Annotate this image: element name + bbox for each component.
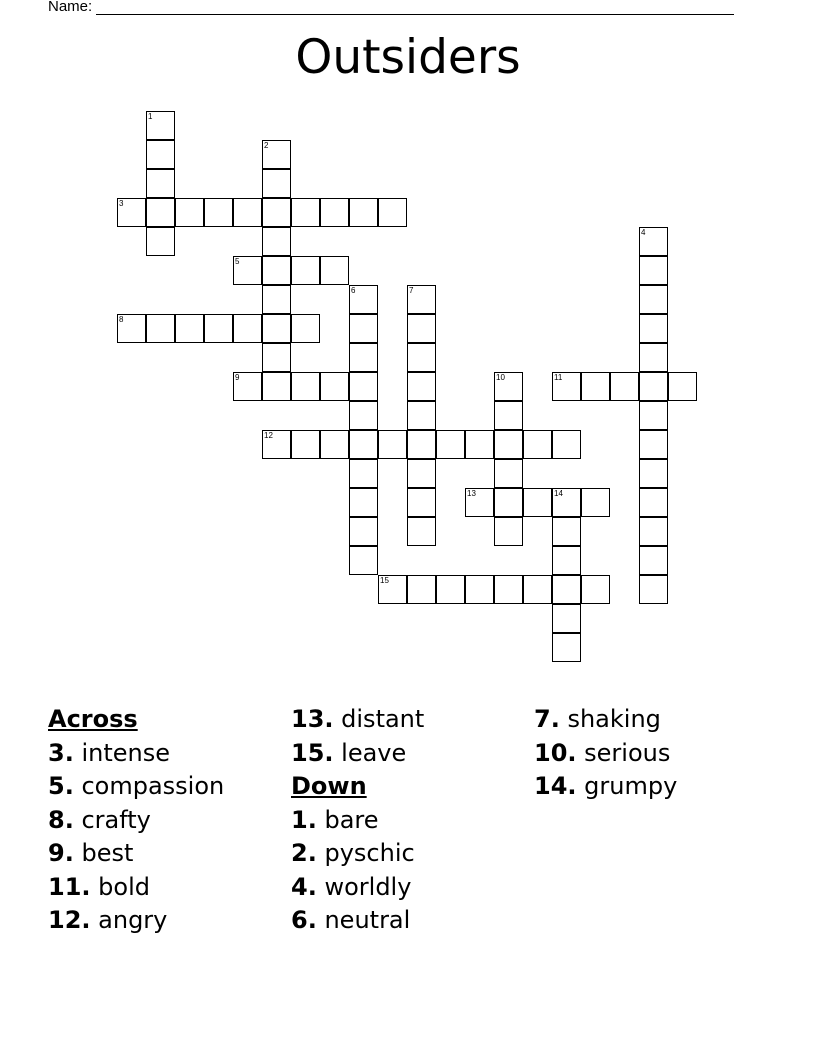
grid-cell[interactable] [523,575,552,604]
clue-item-number: 12. [48,906,91,934]
grid-cell[interactable] [378,430,407,459]
grid-cell[interactable] [117,198,146,227]
grid-cell[interactable] [639,575,668,604]
grid-cell[interactable] [494,372,523,401]
grid-cell[interactable] [204,198,233,227]
grid-cell[interactable] [581,575,610,604]
grid-cell[interactable] [146,314,175,343]
grid-cell[interactable] [494,488,523,517]
clue-item-number: 1. [291,805,317,834]
grid-cell[interactable] [146,198,175,227]
clue-item-number: 14. [534,772,577,800]
grid-cell[interactable] [291,256,320,285]
clue-number: 10 [496,373,505,382]
clue-item [291,737,424,771]
grid-cell[interactable] [465,488,494,517]
grid-cell[interactable] [465,575,494,604]
grid-cell[interactable] [639,372,668,401]
grid-cell[interactable] [262,430,291,459]
grid-cell[interactable] [407,459,436,488]
clue-item-number: 7. [534,705,560,733]
grid-cell[interactable] [552,575,581,604]
grid-cell[interactable] [262,314,291,343]
grid-cell[interactable] [523,430,552,459]
grid-cell[interactable] [349,430,378,459]
grid-cell[interactable] [639,285,668,314]
clue-number: 12 [264,431,273,440]
grid-cell[interactable] [552,517,581,546]
grid-cell[interactable] [349,343,378,372]
clue-number: 7 [409,286,414,295]
clue-number: 2 [264,141,269,150]
grid-cell[interactable] [436,430,465,459]
grid-cell[interactable] [407,517,436,546]
clue-item [291,703,424,737]
clue-item-text: worldly [324,872,412,901]
grid-cell[interactable] [291,314,320,343]
grid-cell[interactable] [291,430,320,459]
clue-item-text: grumpy [584,772,678,800]
grid-cell[interactable] [175,198,204,227]
clue-item-text: leave [341,738,407,767]
clue-item-number: 9. [48,839,74,867]
clue-number: 6 [351,286,356,295]
grid-cell[interactable] [407,343,436,372]
clue-item [291,837,424,871]
grid-cell[interactable] [465,430,494,459]
grid-cell[interactable] [320,256,349,285]
clue-number: 4 [641,228,646,237]
clue-number: 14 [554,489,563,498]
grid-cell[interactable] [262,343,291,372]
clue-item-number: 3. [48,738,74,767]
grid-cell[interactable] [349,488,378,517]
grid-cell[interactable] [146,227,175,256]
clue-item-number: 8. [48,805,74,834]
grid-cell[interactable] [349,401,378,430]
grid-cell[interactable] [349,198,378,227]
clue-item-text: distant [341,705,425,733]
grid-cell[interactable] [407,488,436,517]
clue-item [48,904,224,938]
clue-number: 1 [148,112,153,121]
grid-cell[interactable] [581,372,610,401]
clue-item-text: angry [98,906,168,934]
clue-item [534,737,677,771]
clue-item-number: 15. [291,738,334,767]
clue-item [534,770,677,804]
clue-item-text: bold [98,872,150,901]
grid-cell[interactable] [552,633,581,662]
clue-number: 8 [119,315,124,324]
clue-item-text: intense [81,738,171,767]
grid-cell[interactable] [639,256,668,285]
grid-cell[interactable] [262,169,291,198]
grid-cell[interactable] [175,314,204,343]
clue-item [291,871,424,905]
clue-number: 11 [554,373,563,382]
grid-cell[interactable] [407,314,436,343]
clue-item-text: bare [324,805,379,834]
grid-cell[interactable] [407,575,436,604]
grid-cell[interactable] [494,575,523,604]
puzzle-title: Outsiders [295,30,521,85]
grid-cell[interactable] [639,517,668,546]
grid-cell[interactable] [291,372,320,401]
clue-item-number: 5. [48,772,74,800]
clue-item [48,770,224,804]
grid-cell[interactable] [378,198,407,227]
clue-item-number: 6. [291,906,317,934]
clue-item-number: 10. [534,738,577,767]
grid-cell[interactable] [146,169,175,198]
clue-item [48,804,224,838]
clue-item-text: shaking [567,705,661,733]
grid-cell[interactable] [552,488,581,517]
grid-cell[interactable] [523,488,552,517]
grid-cell[interactable] [262,227,291,256]
grid-cell[interactable] [233,314,262,343]
clue-number: 15 [380,576,389,585]
grid-cell[interactable] [639,227,668,256]
grid-cell[interactable] [146,111,175,140]
grid-cell[interactable] [349,285,378,314]
clue-number: 5 [235,257,240,266]
grid-cell[interactable] [320,372,349,401]
grid-cell[interactable] [494,517,523,546]
grid-cell[interactable] [320,198,349,227]
grid-cell[interactable] [407,401,436,430]
grid-cell[interactable] [146,140,175,169]
grid-cell[interactable] [233,372,262,401]
clue-item [48,737,224,771]
grid-cell[interactable] [668,372,697,401]
grid-cell[interactable] [581,488,610,517]
clue-item-text: crafty [81,805,151,834]
clue-item-number: 4. [291,872,317,901]
grid-cell[interactable] [552,604,581,633]
grid-cell[interactable] [262,198,291,227]
clue-column-1 [48,703,224,938]
grid-cell[interactable] [407,285,436,314]
grid-cell[interactable] [349,314,378,343]
clue-item [48,837,224,871]
clue-number: 13 [467,489,476,498]
grid-cell[interactable] [639,314,668,343]
clue-item-text: serious [584,738,671,767]
grid-cell[interactable] [262,285,291,314]
clue-item-text: pyschic [324,839,415,867]
name-label: Name: [48,0,93,15]
clue-column-2 [291,703,424,938]
clue-section-heading: Across [48,705,138,733]
grid-cell[interactable] [552,372,581,401]
grid-cell[interactable] [262,140,291,169]
grid-cell[interactable] [639,546,668,575]
grid-cell[interactable] [349,546,378,575]
grid-cell[interactable] [436,575,465,604]
grid-cell[interactable] [320,430,349,459]
clue-item-number: 13. [291,705,334,733]
clue-item-text: compassion [81,772,225,800]
clue-number: 9 [235,373,240,382]
clue-item-number: 11. [48,872,91,901]
grid-cell[interactable] [349,517,378,546]
clue-section-heading: Down [291,772,367,800]
grid-cell[interactable] [494,401,523,430]
grid-cell[interactable] [262,256,291,285]
grid-cell[interactable] [639,459,668,488]
grid-cell[interactable] [407,372,436,401]
grid-cell[interactable] [117,314,146,343]
grid-cell[interactable] [552,546,581,575]
clue-item [534,703,677,737]
grid-cell[interactable] [378,575,407,604]
grid-cell[interactable] [610,372,639,401]
clue-item-number: 2. [291,839,317,867]
grid-cell[interactable] [233,256,262,285]
grid-cell[interactable] [639,343,668,372]
grid-cell[interactable] [349,459,378,488]
grid-cell[interactable] [233,198,262,227]
grid-cell[interactable] [349,372,378,401]
grid-cell[interactable] [407,430,436,459]
clue-item [291,804,424,838]
clue-item-text: neutral [324,906,411,934]
clue-number: 3 [119,199,124,208]
clue-item-text: best [81,839,134,867]
grid-cell[interactable] [494,459,523,488]
clue-item [291,904,424,938]
grid-cell[interactable] [639,430,668,459]
grid-cell[interactable] [494,430,523,459]
grid-cell[interactable] [639,488,668,517]
grid-cell[interactable] [639,401,668,430]
clue-column-3 [534,703,677,804]
grid-cell[interactable] [552,430,581,459]
grid-cell[interactable] [204,314,233,343]
grid-cell[interactable] [262,372,291,401]
grid-cell[interactable] [291,198,320,227]
clue-item [48,871,224,905]
